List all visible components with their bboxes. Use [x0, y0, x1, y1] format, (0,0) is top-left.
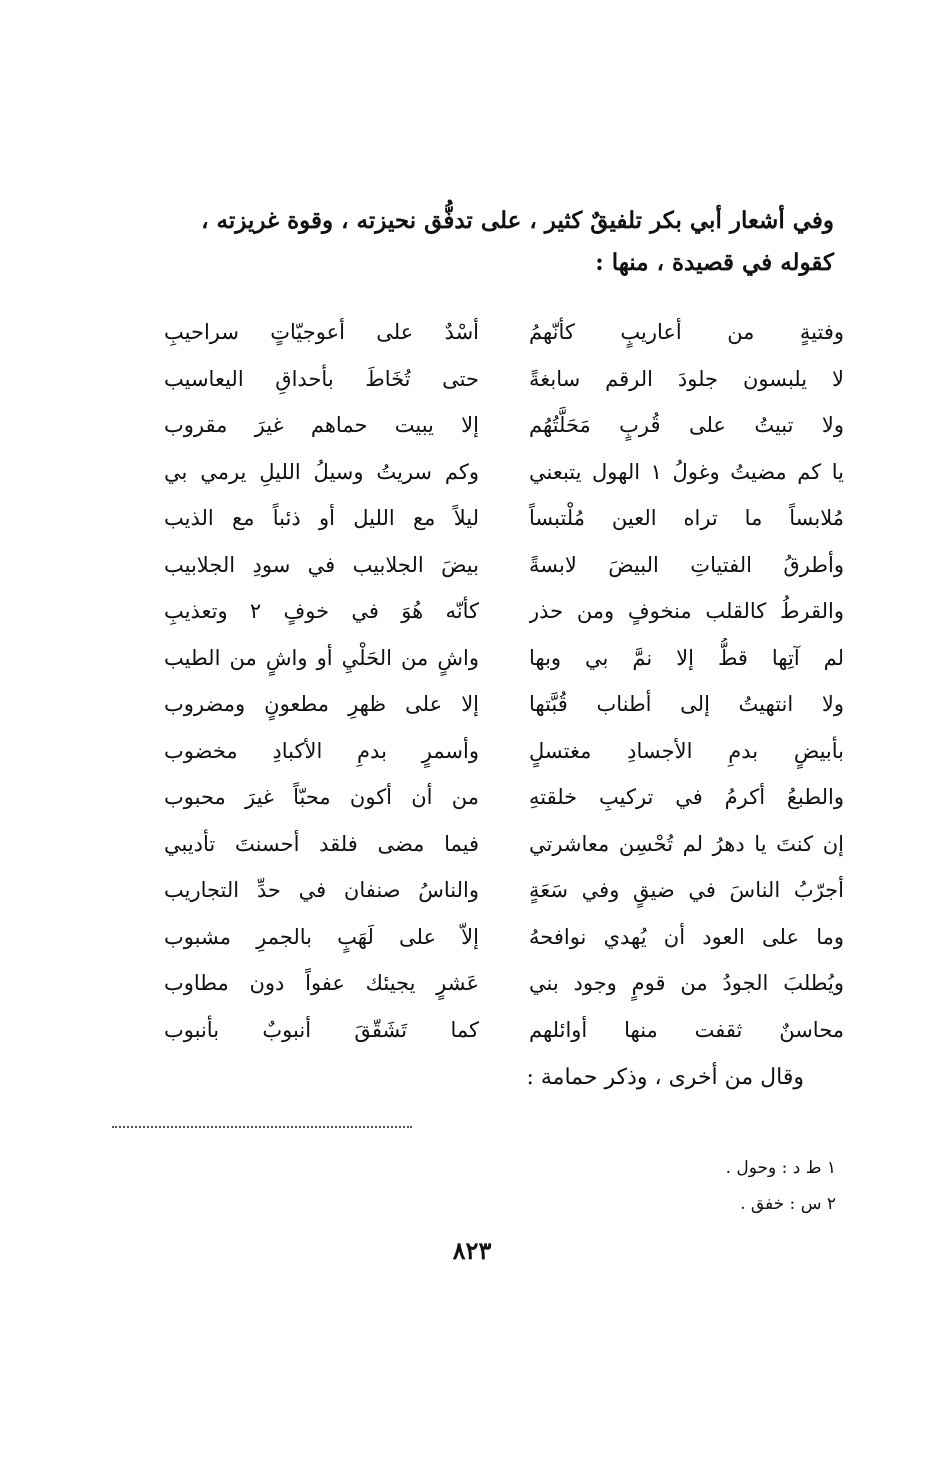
verse-line	[164, 591, 844, 638]
verse-first-hemistich: ولا انتهيتُ إلى أطناب قُبَّتها	[529, 692, 844, 716]
verse-first-hemistich: لم آتِها قطُّ إلا نمَّ بي وبها	[529, 645, 844, 670]
verse-second-hemistich: إلا يبيت حماهم غيرَ مقروب	[164, 413, 479, 437]
verse-line	[164, 870, 844, 917]
following-poem-intro: وقال من أخرى ، وذكر حمامة :	[526, 1065, 804, 1090]
poem	[164, 312, 844, 1056]
verse-first-hemistich: إن كنتَ يا دهرُ لم تُحْسِن معاشرتي	[529, 831, 844, 856]
verse-first-hemistich: ولا تبيتُ على قُربٍ مَحَلَّتُهُم	[529, 413, 844, 437]
verse-first-hemistich: بأبيضٍ بدمِ الأجسادِ مغتسلٍ	[529, 738, 844, 763]
verse-second-hemistich: واشٍ من الحَلْيِ أو واشٍ من الطيب	[164, 645, 479, 670]
verse-line	[164, 777, 844, 824]
verse-line	[164, 731, 844, 778]
verse-line	[164, 684, 844, 731]
verse-line	[164, 963, 844, 1010]
verse-second-hemistich: والناسُ صنفان في حدِّ التجاريب	[164, 878, 479, 902]
verse-first-hemistich: لا يلبسون جلودَ الرقم سابغةً	[529, 366, 844, 391]
verse-second-hemistich: إلاّ على لَهَبٍ بالجمرِ مشبوب	[164, 924, 479, 949]
verse-line	[164, 1010, 844, 1057]
intro-line-2: كقوله في قصيدة ، منها :	[595, 249, 834, 276]
verse-second-hemistich: بيضَ الجلابيب في سودِ الجلابيب	[164, 552, 479, 577]
verse-first-hemistich: محاسنٌ ثقفت منها أوائلهم	[529, 1017, 844, 1042]
verse-line	[164, 917, 844, 964]
verse-first-hemistich: يا كم مضيتُ وغولُ ١ الهول يتبعني	[529, 459, 844, 484]
footnote-1: ١ ط د : وحول .	[725, 1158, 836, 1178]
verse-first-hemistich: مُلابساً ما تراه العين مُلْتبساً	[529, 506, 844, 530]
verse-line	[164, 638, 844, 685]
verse-second-hemistich: حتى تُخَاطَ بأحداقِ اليعاسيب	[164, 366, 479, 391]
intro-line-1: وفي أشعار أبي بكر تلفيقٌ كثير ، على تدفُّق نحيزته ، وقوة غريزته ،	[201, 207, 834, 234]
verse-first-hemistich: وأطرقُ الفتياتِ البيضَ لابسةً	[529, 552, 844, 577]
intro-paragraph	[114, 200, 834, 284]
verse-line	[164, 824, 844, 871]
verse-second-hemistich: ليلاً مع الليل أو ذئباً مع الذيب	[164, 506, 479, 530]
verse-second-hemistich: إلا على ظهرِ مطعونٍ ومضروب	[164, 692, 479, 716]
verse-line	[164, 498, 844, 545]
verse-line	[164, 405, 844, 452]
verse-second-hemistich: كما تَشَقّقَ أنبوبٌ بأنبوب	[164, 1017, 479, 1042]
verse-line	[164, 359, 844, 406]
footnote-2: ٢ س : خفق .	[740, 1194, 836, 1214]
verse-first-hemistich: وما على العود أن يُهدي نوافحهُ	[529, 924, 844, 949]
verse-first-hemistich: ويُطلبَ الجودُ من قومٍ وجود بني	[529, 971, 844, 995]
verse-line	[164, 312, 844, 359]
page-number: ٨٢٣	[452, 1236, 492, 1265]
verse-second-hemistich: أسْدٌ على أعوجيّاتٍ سراحيبِ	[164, 320, 479, 344]
verse-second-hemistich: وأسمرٍ بدمِ الأكبادِ مخضوب	[164, 738, 479, 763]
verse-second-hemistich: من أن أكون محبّاً غيرَ محبوب	[164, 785, 479, 809]
verse-first-hemistich: وفتيةٍ من أعاريبٍ كأنّهمُ	[529, 320, 844, 344]
verse-first-hemistich: والطبعُ أكرمُ في تركيبِ خلقتهِ	[529, 785, 844, 809]
verse-second-hemistich: كأنّه هُوَ في خوفٍ ٢ وتعذيبِ	[164, 599, 479, 623]
verse-second-hemistich: عَشرٍ يجيئك عفواً دون مطاوب	[164, 971, 479, 995]
verse-first-hemistich: والقرطُ كالقلب منخوفٍ ومن حذر	[529, 599, 844, 623]
verse-second-hemistich: فيما مضى فلقد أحسنتَ تأديبي	[164, 831, 479, 856]
footnotes	[726, 1150, 836, 1222]
verse-second-hemistich: وكم سريتُ وسيلُ الليلِ يرمي بي	[164, 459, 479, 484]
verse-line	[164, 452, 844, 499]
footnote-separator	[112, 1126, 412, 1128]
verse-first-hemistich: أجرّبُ الناسَ في ضيقٍ وفي سَعَةٍ	[529, 878, 844, 902]
verse-line	[164, 545, 844, 592]
